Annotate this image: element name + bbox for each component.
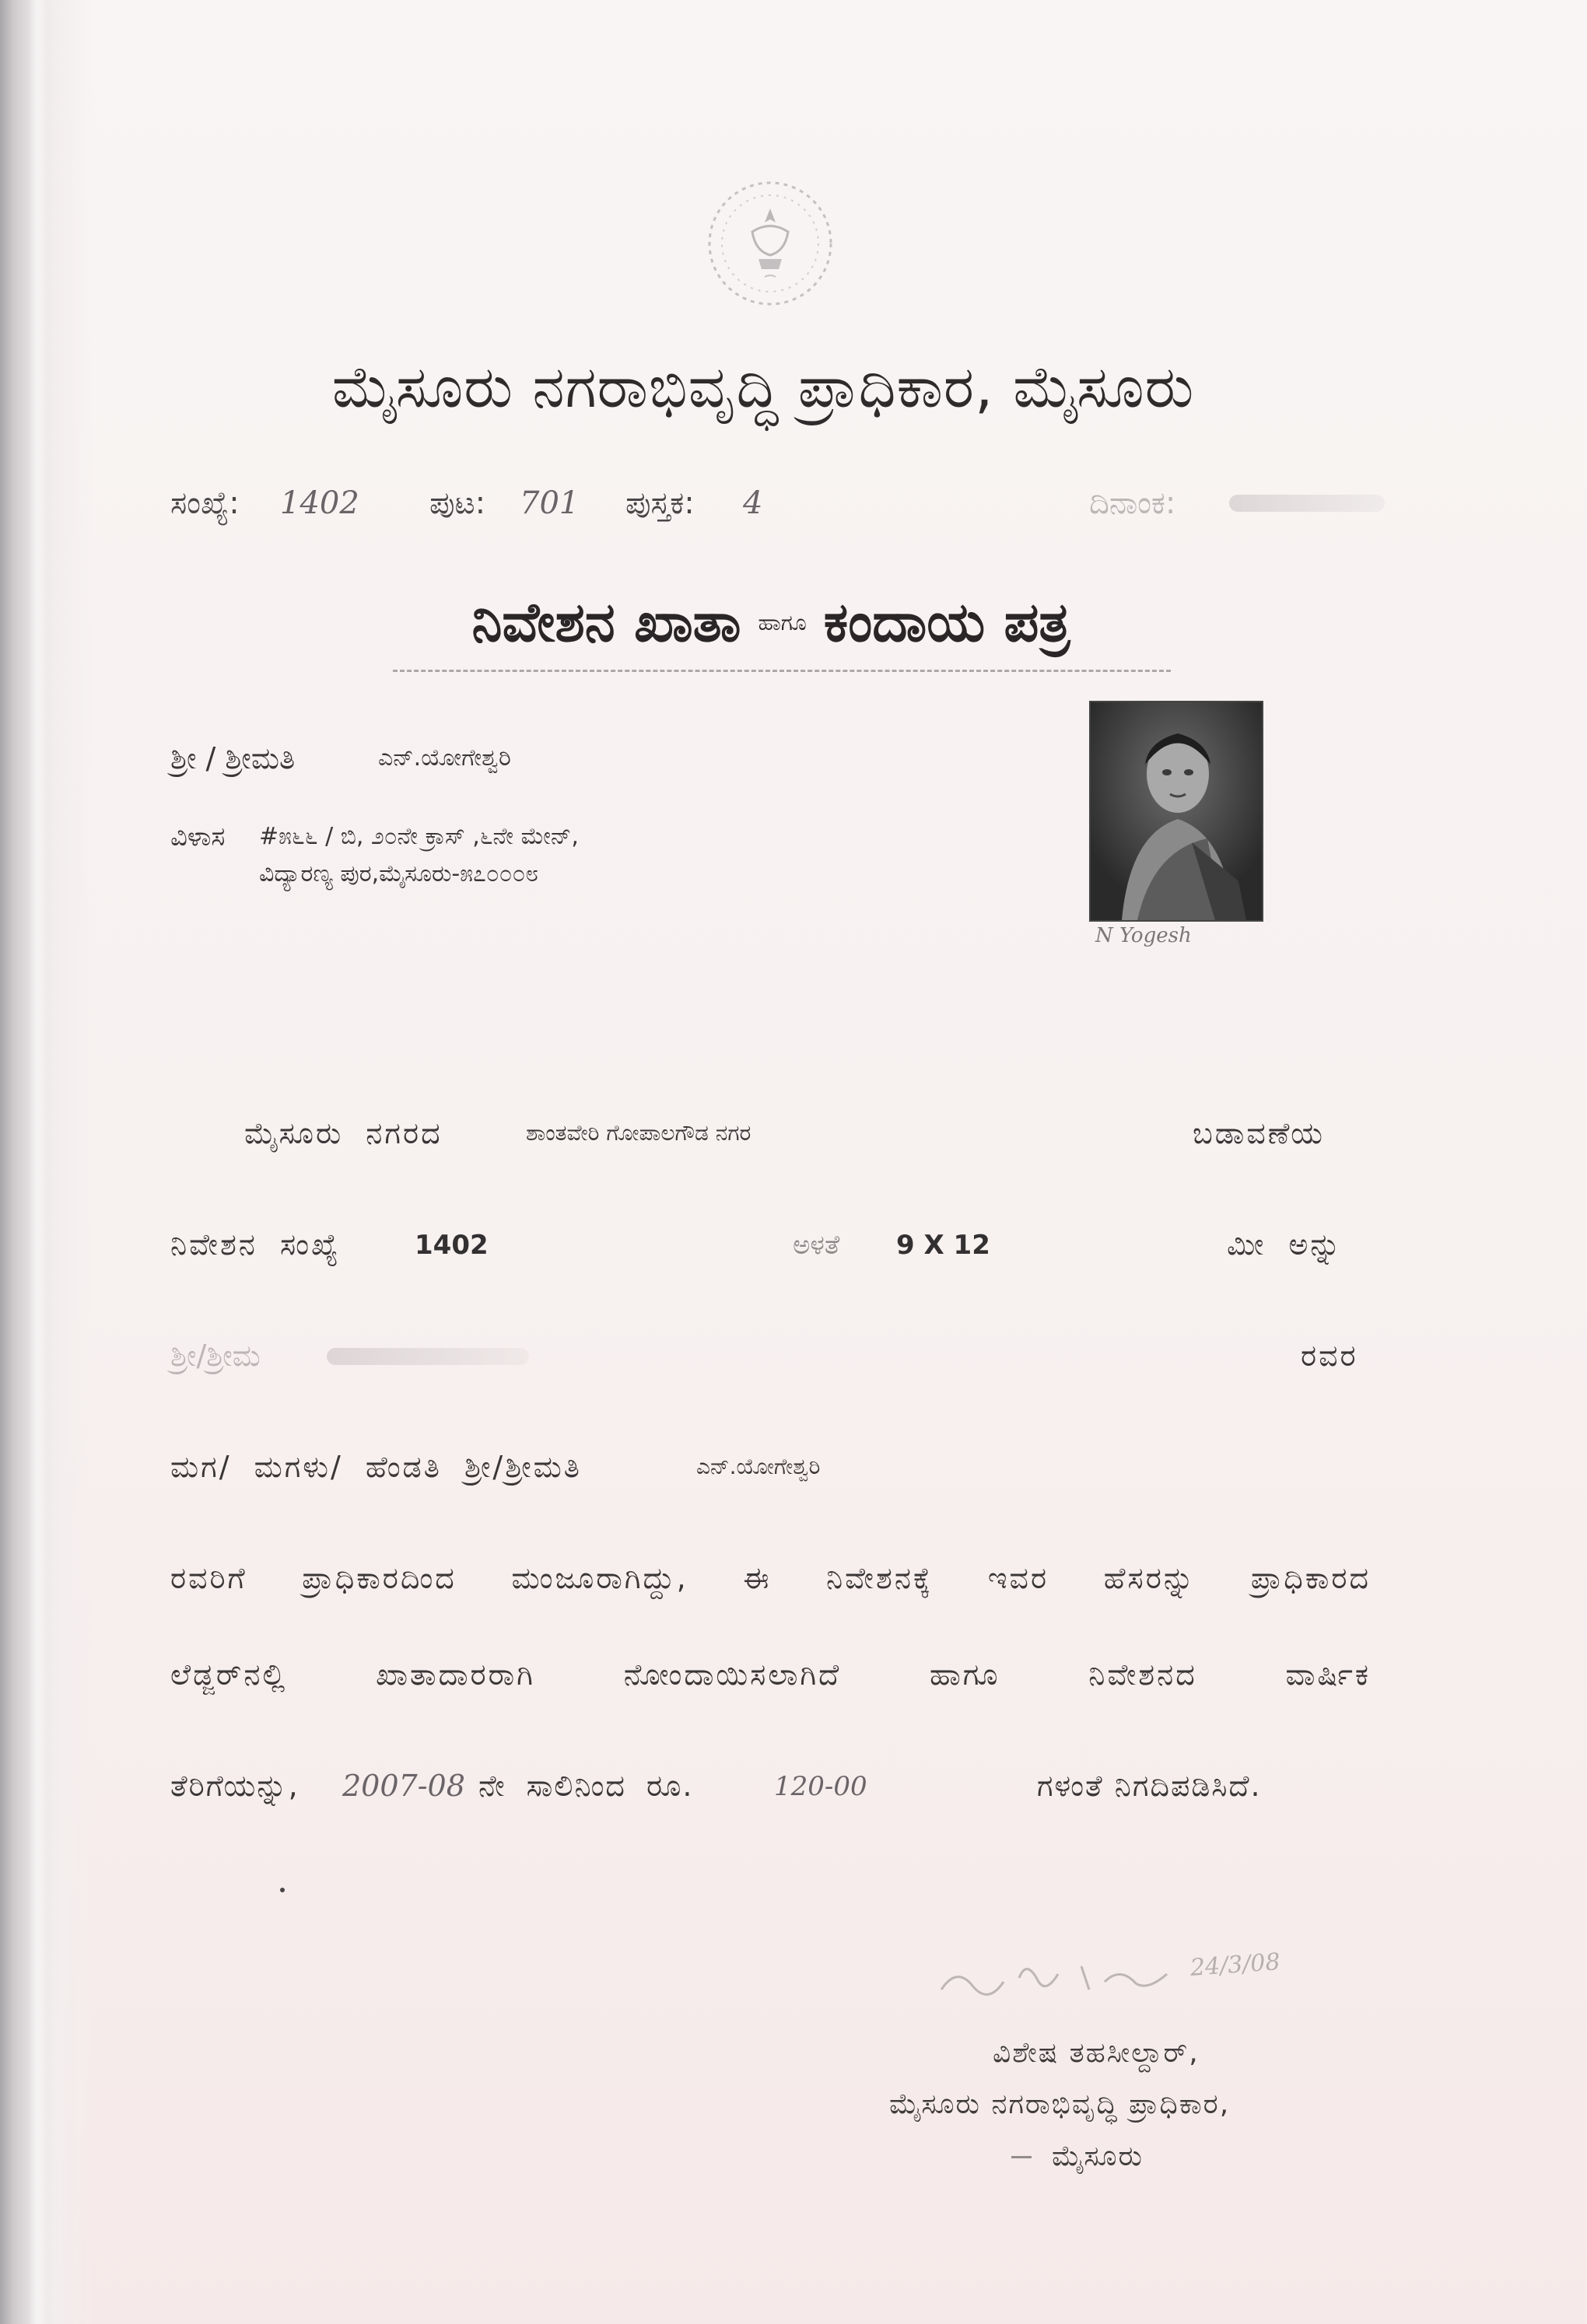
site-size-label: ಅಳತೆ bbox=[793, 1230, 840, 1261]
date-value-faded bbox=[1229, 495, 1385, 512]
tax-start-year: 2007-08 bbox=[342, 1769, 465, 1803]
signatory-city: ಮೈಸೂರು bbox=[1052, 2140, 1144, 2172]
address-line-1: #೫೬೬ / ಬಿ, ೨೦ನೇ ಕ್ರಾಸ್ ,೬ನೇ ಮೇನ್, bbox=[259, 823, 579, 850]
stray-dot bbox=[280, 1888, 285, 1892]
holder-name: ಎನ್.ಯೋಗೇಶ್ವರಿ bbox=[378, 744, 511, 772]
scan-shadow bbox=[28, 0, 48, 2324]
holder-salutation-label: ಶ್ರೀ / ಶ್ರೀಮತಿ bbox=[170, 741, 296, 775]
address-line-2: ವಿದ್ಯಾರಣ್ಯ ಪುರ,ಮೈಸೂರು-೫೭೦೦೦೮ bbox=[259, 860, 539, 887]
tax-text-part3: ಗಳಂತೆ ನಿಗದಿಪಡಿಸಿದೆ. bbox=[1037, 1769, 1262, 1803]
book-value: 4 bbox=[743, 485, 763, 521]
signature-date: 24/3/08 bbox=[1189, 1948, 1281, 1982]
city-text: ಮೈಸೂರು ನಗರದ bbox=[244, 1116, 443, 1150]
applicant-portrait-icon bbox=[1091, 702, 1262, 920]
tax-text-part2: ನೇ ಸಾಲಿನಿಂದ ರೂ. bbox=[478, 1769, 694, 1803]
paragraph-line-2: ಲೆಡ್ಜರ್‌ನಲ್ಲಿ ಖಾತಾದಾರರಾಗಿ ನೋಂದಾಯಿಸಲಾಗಿದೆ ಹಾಗೂ ನಿವೇಶನದ ವಾರ್ಷಿಕ bbox=[170, 1657, 1371, 1692]
document-title-connector: ಹಾಗೂ bbox=[758, 610, 807, 635]
relation-label: ಮಗ/ ಮಗಳು/ ಹೆಂಡತಿ ಶ್ರೀ/ಶ್ರೀಮತಿ bbox=[170, 1450, 582, 1484]
title-underline bbox=[393, 670, 1171, 672]
address-label: ವಿಳಾಸ bbox=[170, 821, 226, 852]
site-number-value: 1402 bbox=[415, 1230, 489, 1261]
allottee-name-faded bbox=[327, 1348, 529, 1365]
layout-suffix: ಬಡಾವಣೆಯ bbox=[1193, 1116, 1325, 1150]
city-dash bbox=[1011, 2156, 1032, 2158]
number-label: ಸಂಖ್ಯೆ: bbox=[170, 485, 240, 521]
document-title-part2: ಕಂದಾಯ ಪತ್ರ bbox=[823, 590, 1070, 654]
date-label: ದಿನಾಂಕ: bbox=[1089, 485, 1176, 521]
tax-amount: 120-00 bbox=[774, 1771, 867, 1802]
document-title bbox=[0, 588, 1542, 657]
relation-name: ಎನ್.ಯೋಗೇಶ್ವರಿ bbox=[696, 1454, 821, 1479]
page-value: 701 bbox=[520, 485, 580, 521]
page-label: ಪುಟ: bbox=[429, 485, 486, 521]
book-label: ಪುಸ್ತಕ: bbox=[625, 485, 695, 521]
signatory-office: ಮೈಸೂರು ನಗರಾಭಿವೃದ್ಧಿ ಪ್ರಾಧಿಕಾರ, bbox=[889, 2088, 1231, 2120]
document-title-part1: ನಿವೇಶನ ಖಾತಾ bbox=[471, 590, 741, 654]
tax-text-part1: ತೆರಿಗೆಯನ್ನು, bbox=[170, 1769, 300, 1803]
number-value: 1402 bbox=[280, 485, 359, 521]
applicant-photo bbox=[1089, 701, 1263, 922]
allottee-suffix: ರವರ bbox=[1301, 1339, 1358, 1373]
photo-signature: N Yogesh bbox=[1095, 924, 1192, 947]
signatory-designation: ವಿಶೇಷ ತಹಸೀಲ್ದಾರ್, bbox=[993, 2037, 1200, 2069]
paragraph-line-1: ರವರಿಗೆ ಪ್ರಾಧಿಕಾರದಿಂದ ಮಂಜೂರಾಗಿದ್ದು, ಈ ನಿವೇಶನಕ್ಕೆ ಇವರ ಹೆಸರನ್ನು ಪ್ರಾಧಿಕಾರದ bbox=[170, 1561, 1371, 1595]
site-size-value: 9 X 12 bbox=[896, 1230, 990, 1261]
government-seal-icon bbox=[704, 177, 836, 310]
layout-name: ಶಾಂತವೇರಿ ಗೋಪಾಲಗೌಡ ನಗರ bbox=[526, 1120, 751, 1146]
site-number-label: ನಿವೇಶನ ಸಂಖ್ಯೆ bbox=[170, 1227, 341, 1262]
allottee-label-faded: ಶ್ರೀ/ಶ್ರೀಮ bbox=[170, 1339, 261, 1373]
authority-title: ಮೈಸೂರು ನಗರಾಭಿವೃದ್ಧಿ ಪ್ರಾಧಿಕಾರ, ಮೈಸೂರು bbox=[331, 354, 1195, 421]
site-size-suffix: ಮೀ ಅನ್ನು bbox=[1227, 1227, 1343, 1262]
